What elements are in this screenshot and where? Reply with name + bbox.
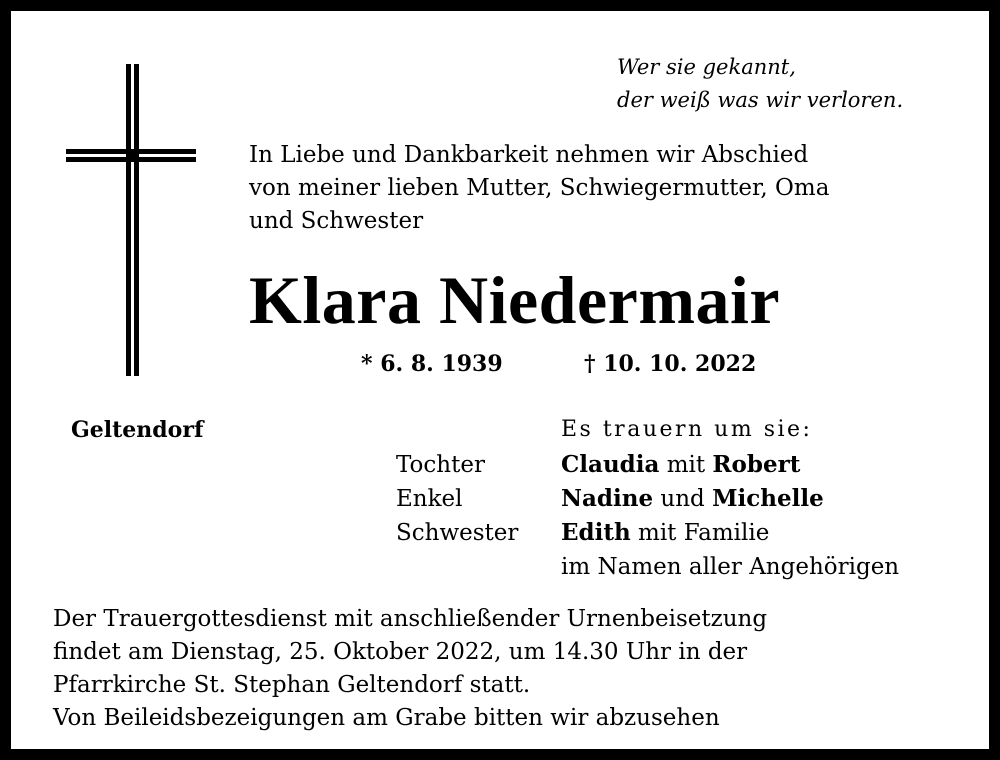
mourner-joiner: und [653, 486, 713, 512]
service-line: Von Beileidsbezeigungen am Grabe bitten wir abzusehen [53, 705, 720, 731]
death-cross-icon: † [584, 351, 596, 377]
quote-line: der weiß was wir verloren. [617, 88, 904, 112]
mourner-name: Michelle [712, 485, 824, 512]
mourner-name: Nadine [561, 485, 654, 512]
mourner-names [561, 449, 800, 481]
service-line: Der Trauergottesdienst mit anschließender Urnenbeisetzung [53, 606, 768, 632]
intro-line: In Liebe und Dankbarkeit nehmen wir Abschied [249, 142, 809, 168]
intro-line: von meiner lieben Mutter, Schwiegermutter, Oma [249, 175, 830, 201]
birth-star-icon: * [361, 351, 373, 377]
intro-line: und Schwester [249, 208, 424, 234]
farewell-intro [249, 139, 829, 238]
mourners-heading: Es trauern um sie: [561, 417, 813, 442]
death-date [584, 349, 756, 379]
death-date-value: 10. 10. 2022 [603, 351, 757, 377]
quote-line: Wer sie gekannt, [617, 55, 796, 79]
mourner-name: Claudia [561, 451, 660, 478]
deceased-name: Klara Niedermair [249, 262, 781, 338]
memorial-quote [617, 51, 903, 117]
relation-label: Schwester [396, 520, 519, 546]
mourner-name: Robert [712, 451, 801, 478]
cross-icon [66, 64, 196, 376]
relation-label: Tochter [396, 452, 485, 478]
mourner-joiner: mit [659, 452, 713, 478]
mourner-names [561, 517, 769, 549]
place-name: Geltendorf [71, 417, 204, 443]
birth-date-value: 6. 8. 1939 [380, 351, 503, 377]
service-line: findet am Dienstag, 25. Oktober 2022, um 14.30 Uhr in der [53, 639, 748, 665]
service-line: Pfarrkirche St. Stephan Geltendorf statt. [53, 672, 531, 698]
relation-label: Enkel [396, 486, 463, 512]
mourner-name: Edith [561, 519, 631, 546]
birth-date [361, 349, 503, 379]
mourner-joiner: mit Familie [630, 520, 770, 546]
mourners-closing: im Namen aller Angehörigen [561, 554, 900, 580]
service-announcement [53, 603, 767, 735]
mourner-names [561, 483, 824, 515]
